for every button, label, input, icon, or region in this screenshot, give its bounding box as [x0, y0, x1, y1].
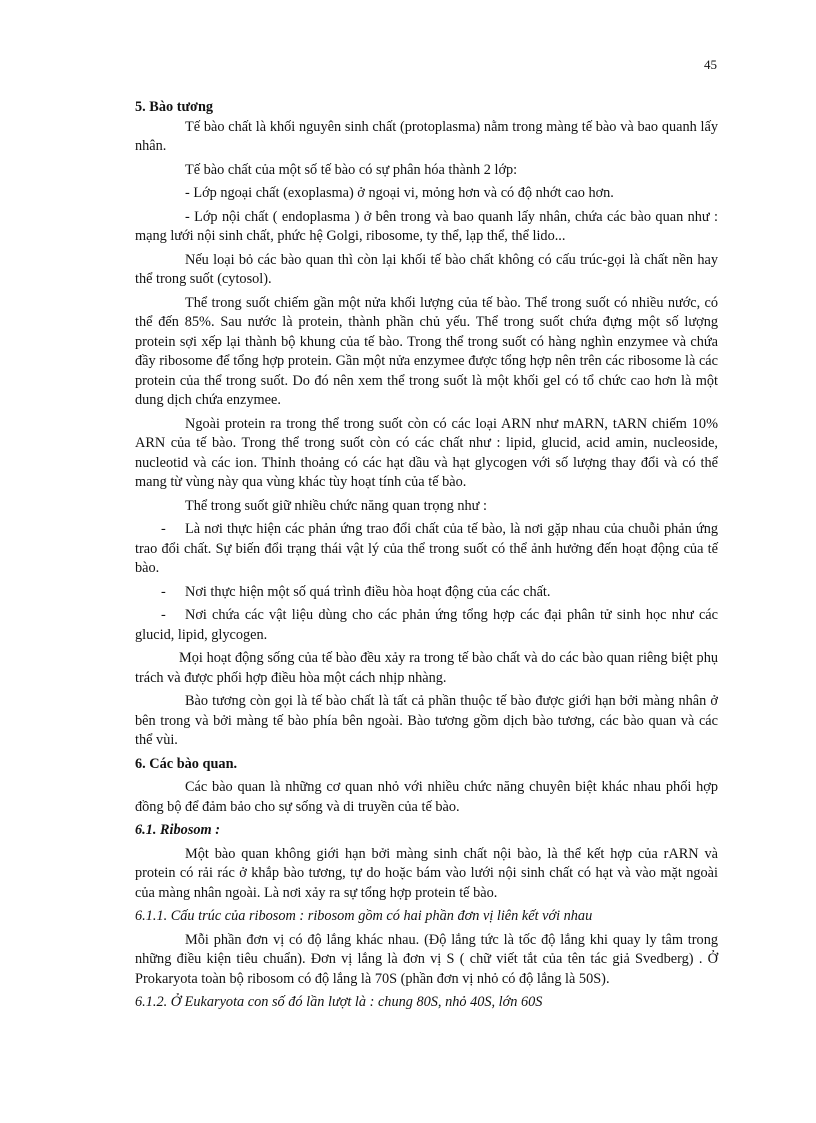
subsection-6-1-2-heading: 6.1.2. Ở Eukaryota con số đó lần lượt là : chung 80S, nhỏ 40S, lớn 60S: [135, 994, 543, 1010]
paragraph: Bào tương còn gọi là tế bào chất là tất cả phần thuộc tế bào được giới hạn bởi màng nhân ở bên trong và bởi màng tế bào phía bên ngoài. Bào tương gồm dịch bào tương, các bào quan và các thể vùi.: [135, 693, 718, 748]
paragraph: Ngoài protein ra trong thể trong suốt còn có các loại ARN như mARN, tARN chiếm 10% ARN của tế bào. Trong thể trong suốt còn có các chất như : lipid, glucid, acid amin, nucleoside, nucleotid và các ion. Thỉnh thoảng có các hạt dầu và hạt glycogen với số lượng thay đổi và có thể mang từ vùng này qua vùng khác tùy hoạt tính của tế bào.: [135, 415, 718, 490]
bullet-text: Nơi thực hiện một số quá trình điều hòa hoạt động của các chất.: [185, 583, 551, 600]
bullet-dash: -: [161, 521, 166, 537]
paragraph: Thể trong suốt giữ nhiều chức năng quan trọng như :: [185, 497, 487, 514]
subsection-6-1-1-heading: 6.1.1. Cấu trúc của ribosom : ribosom gồm có hai phần đơn vị liên kết với nhau: [135, 908, 593, 924]
paragraph: Mỗi phần đơn vị có độ lắng khác nhau. (Độ lắng tức là tốc độ lắng khi quay ly tâm trong những điều kiện tiêu chuẩn). Đơn vị lắng là đơn vị S ( chữ viết tắt của tên tác giả Svedberg) . Ở Prokaryota toàn bộ ribosom có độ lắng là 70S (phần đơn vị nhỏ có độ lắng là 50S).: [135, 931, 718, 987]
paragraph: Tế bào chất là khối nguyên sinh chất (protoplasma) nằm trong màng tế bào và bao quanh lấy nhân.: [135, 118, 718, 154]
section-6-heading: 6. Các bào quan.: [135, 755, 238, 772]
bullet-item: [135, 583, 718, 603]
bullet-dash: -: [161, 607, 166, 623]
document-body: [135, 96, 718, 1013]
bullet-item: [135, 606, 718, 645]
bullet-item: [135, 520, 718, 579]
section-5-heading: 5. Bào tương: [135, 99, 214, 115]
paragraph: Tế bào chất của một số tế bào có sự phân hóa thành 2 lớp:: [185, 161, 518, 178]
page-number: 45: [704, 57, 717, 72]
paragraph: Thể trong suốt chiếm gần một nửa khối lượng của tế bào. Thể trong suốt có nhiều nước, có thể đến 85%. Sau nước là protein, thành phần chủ yếu. Thể trong suốt chứa đựng một số lượng protein sợi xếp lại thành bộ khung của tế bào. Trong thể trong suốt có hàng nghìn enzymee và chứa đầy ribosome để tổng hợp protein. Gần một nửa enzymee được tổng hợp nên trên các ribosome là các protein của thể trong suốt. Do đó nên xem thể trong suốt là một khối gel có tổ chức cao hơn là một dung dịch chứa enzymee.: [135, 294, 718, 408]
bullet-text: Là nơi thực hiện các phản ứng trao đổi chất của tế bào, là nơi gặp nhau của chuỗi phản ứng trao đổi chất. Sự biến đổi trạng thái vật lý của thể trong suốt có thể ảnh hưởng đến hoạt động của tế bào.: [135, 521, 718, 576]
paragraph: Nếu loại bỏ các bào quan thì còn lại khối tế bào chất không có cấu trúc-gọi là chất nền hay thể trong suốt (cytosol).: [135, 251, 718, 287]
bullet-text: Nơi chứa các vật liệu dùng cho các phản ứng tổng hợp các đại phân tử sinh học như các glucid, lipid, glycogen.: [135, 607, 718, 643]
paragraph: Một bào quan không giới hạn bởi màng sinh chất nội bào, là thể kết hợp của rARN và protein có rải rác ở khắp bào tương, tự do hoặc bám vào lưới nội sinh chất có hạt và vào mặt ngoài của màng nhân ngoài. Là nơi xảy ra sự tổng hợp protein tế bào.: [135, 845, 718, 901]
paragraph: - Lớp nội chất ( endoplasma ) ở bên trong và bao quanh lấy nhân, chứa các bào quan như : mạng lưới nội sinh chất, phức hệ Golgi, ribosome, ty thể, lạp thể, thể lido...: [135, 208, 718, 244]
bullet-dash: -: [161, 583, 166, 600]
paragraph: - Lớp ngoại chất (exoplasma) ở ngoại vi, mỏng hơn và có độ nhớt cao hơn.: [185, 185, 614, 201]
subsection-6-1-heading: 6.1. Ribosom :: [135, 822, 220, 838]
paragraph: Các bào quan là những cơ quan nhỏ với nhiều chức năng chuyên biệt khác nhau phối hợp đồng bộ để đảm bảo cho sự sống và di truyền của tế bào.: [135, 779, 718, 815]
paragraph: Mọi hoạt động sống của tế bào đều xảy ra trong tế bào chất và do các bào quan riêng biệt phụ trách và được phối hợp điều hòa một cách nhịp nhàng.: [135, 650, 718, 686]
